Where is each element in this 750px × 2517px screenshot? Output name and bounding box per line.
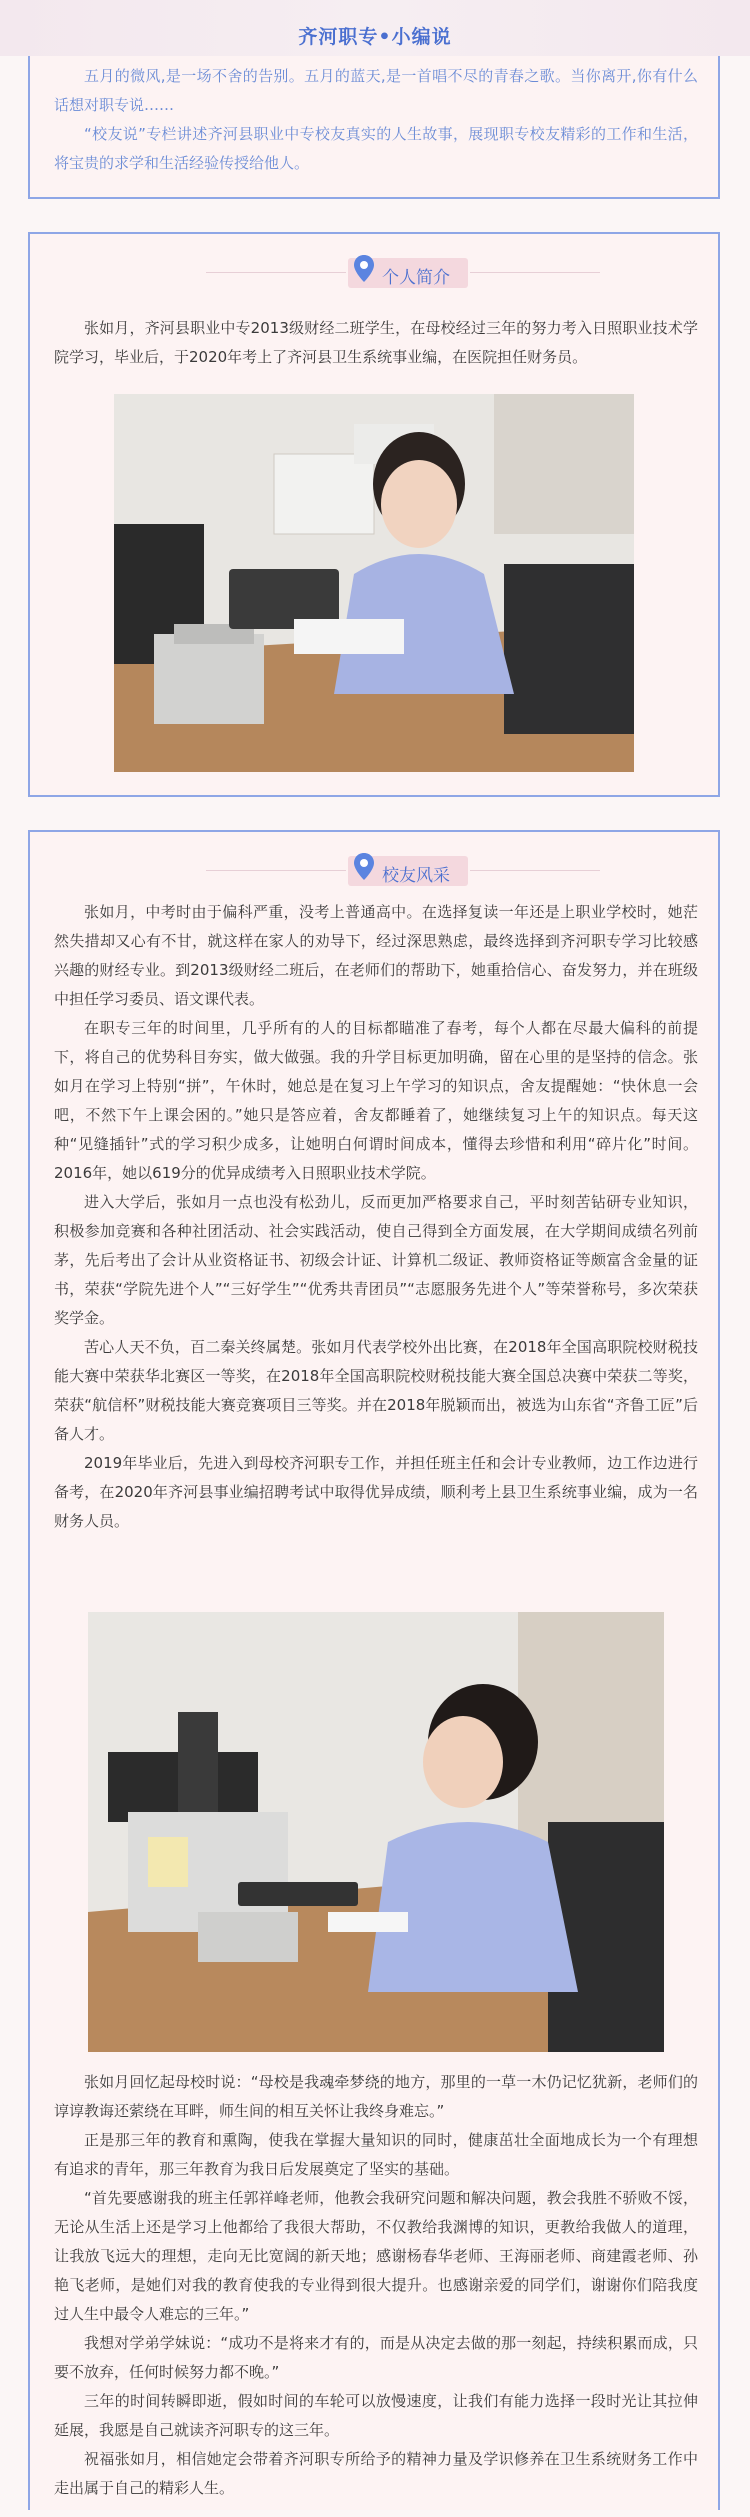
divider	[470, 870, 600, 871]
profile-photo	[114, 394, 634, 772]
section-title: 校友风采	[382, 866, 450, 886]
story-paragraph: 祝福张如月，相信她定会带着齐河职专所给予的精神力量及学识修养在卫生系统财务工作中走出属于自己的精彩人生。	[54, 2450, 698, 2497]
page-title: 齐河职专•小编说	[298, 26, 452, 48]
story-paragraph: 正是那三年的教育和熏陶，使我在掌握大量知识的同时，健康茁壮全面地成长为一个有理想有追求的青年，那三年教育为我日后发展奠定了坚实的基础。	[54, 2131, 698, 2178]
story-text-part1	[54, 898, 698, 1536]
story-paragraph: 我想对学弟学妹说：“成功不是将来才有的，而是从决定去做的那一刻起，持续积累而成，只要不放弃，任何时候努力都不晚。”	[54, 2334, 698, 2381]
section-title: 个人简介	[382, 268, 450, 288]
profile-section	[28, 232, 720, 797]
intro-paragraph: “校友说”专栏讲述齐河县职业中专校友真实的人生故事，展现职专校友精彩的工作和生活，将宝贵的求学和生活经验传授给他人。	[54, 125, 698, 172]
story-paragraph: 进入大学后，张如月一点也没有松劲儿，反而更加严格要求自己，平时刻苦钻研专业知识，积极参加竞赛和各种社团活动、社会实践活动，使自己得到全方面发展，在大学期间成绩名列前茅，先后考出了会计从业资格证书、初级会计证、计算机二级证、教师资格证等颇富含金量的证书，荣获“学院先进个人”“三好学生”“优秀共青团员”“志愿服务先进个人”等荣誉称号，多次荣获奖学金。	[54, 1193, 698, 1327]
photo-illustration	[114, 394, 634, 772]
story-text-part2	[54, 2068, 698, 2503]
intro-paragraph: 五月的微风,是一场不舍的告别。五月的蓝天,是一首唱不尽的青春之歌。当你离开,你有什么话想对职专说……	[54, 67, 698, 114]
section-heading	[30, 252, 718, 294]
divider	[206, 870, 346, 871]
story-paragraph: 张如月回忆起母校时说：“母校是我魂牵梦绕的地方，那里的一草一木仍记忆犹新，老师们的谆谆教诲还萦绕在耳畔，师生间的相互关怀让我终身难忘。”	[54, 2073, 698, 2120]
profile-paragraph: 张如月，齐河县职业中专2013级财经二班学生，在母校经过三年的努力考入日照职业技术学院学习，毕业后，于2020年考上了齐河县卫生系统事业编，在医院担任财务员。	[54, 319, 698, 366]
photo-illustration	[88, 1612, 664, 2052]
intro-box	[28, 56, 720, 199]
location-pin-icon	[352, 852, 376, 882]
section-heading	[30, 850, 718, 892]
story-paragraph: 2019年毕业后，先进入到母校齐河职专工作，并担任班主任和会计专业教师，边工作边进行备考，在2020年齐河县事业编招聘考试中取得优异成绩，顺利考上县卫生系统事业编，成为一名财务人员。	[54, 1454, 698, 1530]
story-paragraph: 三年的时间转瞬即逝，假如时间的车轮可以放慢速度，让我们有能力选择一段时光让其拉伸延展，我愿是自己就读齐河职专的这三年。	[54, 2392, 698, 2439]
intro-text	[54, 62, 698, 178]
story-section	[28, 830, 720, 2510]
story-paragraph: 苦心人天不负，百二秦关终属楚。张如月代表学校外出比赛，在2018年全国高职院校财税技能大赛中荣获华北赛区一等奖，在2018年全国高职院校财税技能大赛全国总决赛中荣获二等奖，荣获“航信杯”财税技能大赛竞赛项目三等奖。并在2018年脱颖而出，被选为山东省“齐鲁工匠”后备人才。	[54, 1338, 698, 1443]
story-photo	[88, 1612, 664, 2052]
profile-text	[54, 314, 698, 372]
story-paragraph: 张如月，中考时由于偏科严重，没考上普通高中。在选择复读一年还是上职业学校时，她茫然失措却又心有不甘，就这样在家人的劝导下，经过深思熟虑，最终选择到齐河职专学习比较感兴趣的财经专业。到2013级财经二班后，在老师们的帮助下，她重拾信心、奋发努力，并在班级中担任学习委员、语文课代表。	[54, 903, 698, 1008]
story-paragraph: 在职专三年的时间里，几乎所有的人的目标都瞄准了春考，每个人都在尽最大偏科的前提下，将自己的优势科目夯实，做大做强。我的升学目标更加明确，留在心里的是坚持的信念。张如月在学习上特别“拼”，午休时，她总是在复习上午学习的知识点，舍友提醒她：“快休息一会吧，不然下午上课会困的。”她只是答应着，舍友都睡着了，她继续复习上午的知识点。每天这种“见缝插针”式的学习积少成多，让她明白何谓时间成本，懂得去珍惜和利用“碎片化”时间。2016年，她以619分的优异成绩考入日照职业技术学院。	[54, 1019, 698, 1182]
divider	[470, 272, 600, 273]
divider	[206, 272, 346, 273]
story-paragraph: “首先要感谢我的班主任郭祥峰老师，他教会我研究问题和解决问题，教会我胜不骄败不馁，无论从生活上还是学习上他都给了我很大帮助，不仅教给我渊博的知识，更教给我做人的道理，让我放飞远大的理想，走向无比宽阔的新天地；感谢杨春华老师、王海丽老师、商建霞老师、孙艳飞老师，是她们对我的教育使我的专业得到很大提升。也感谢亲爱的同学们，谢谢你们陪我度过人生中最令人难忘的三年。”	[54, 2189, 698, 2323]
location-pin-icon	[352, 254, 376, 284]
